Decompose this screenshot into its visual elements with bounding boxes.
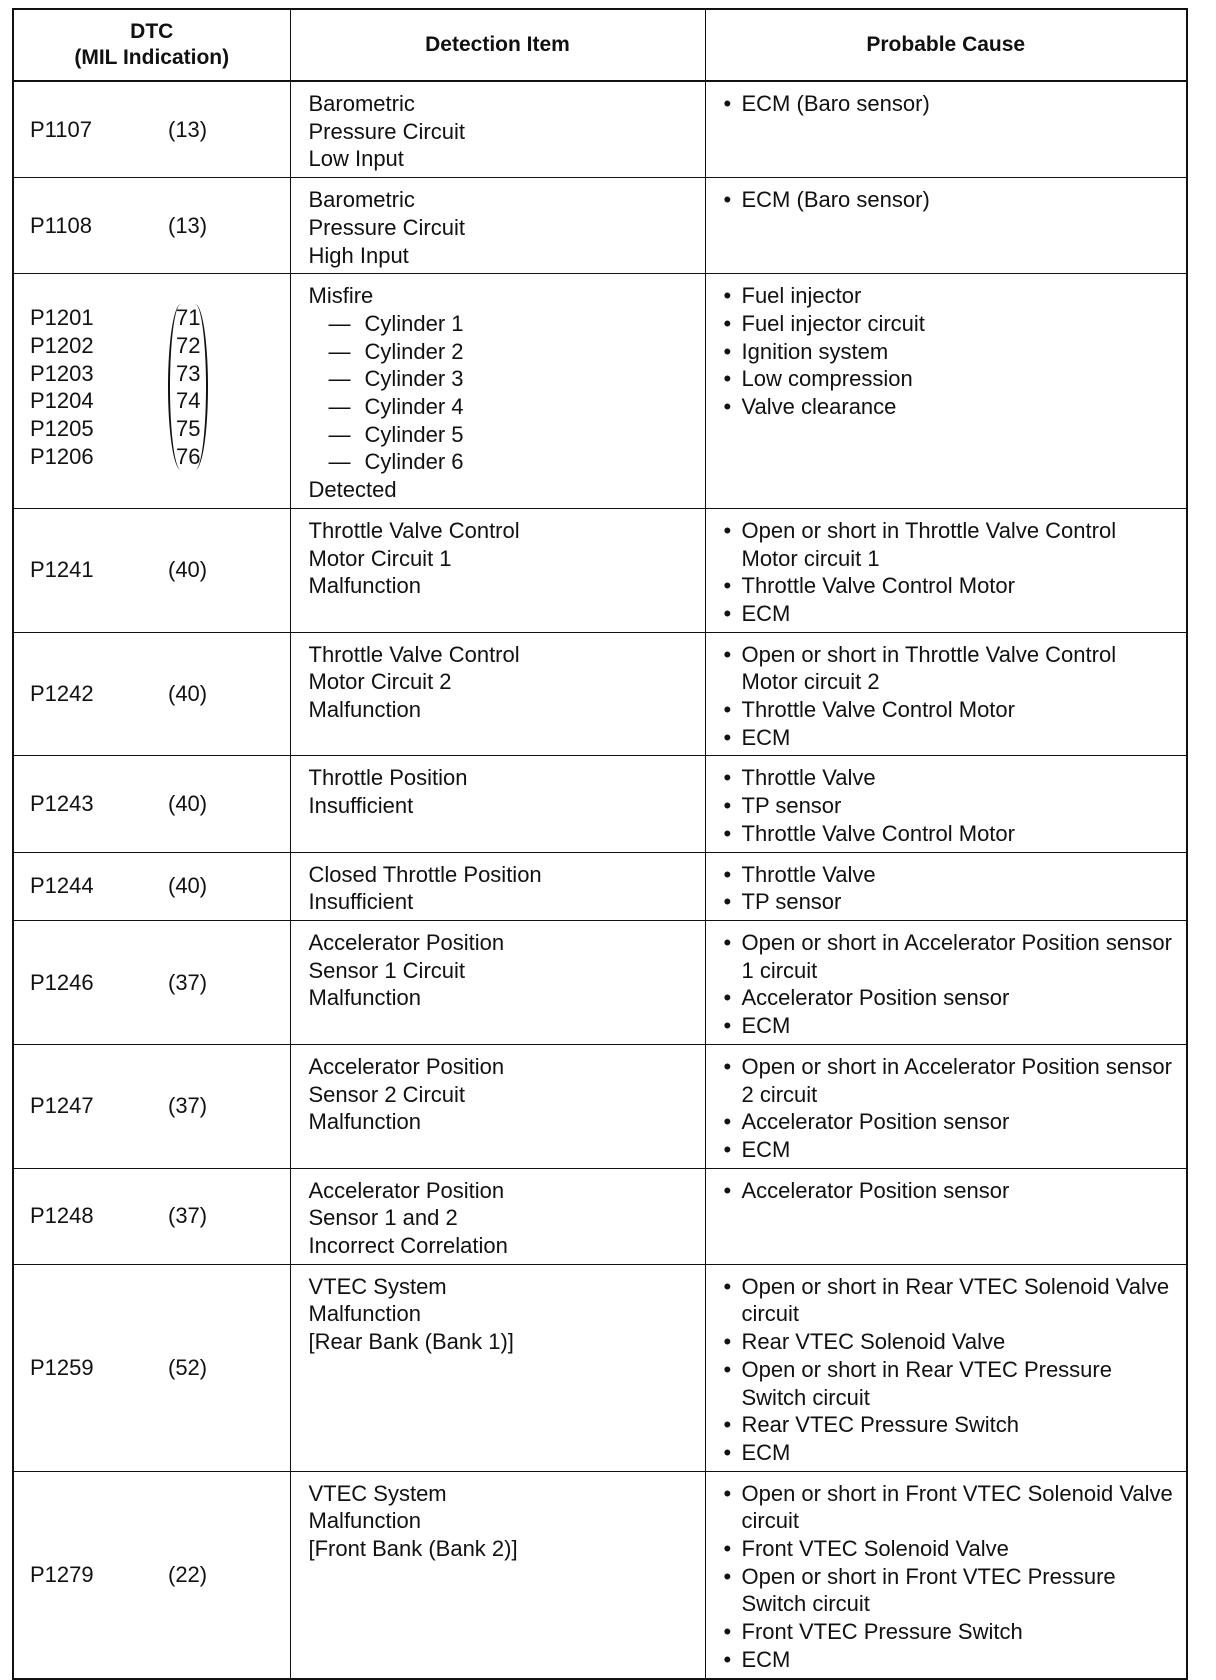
- dtc-code: P1248: [30, 1203, 94, 1229]
- mil-indication: (40): [168, 791, 208, 817]
- probable-cause-list: [706, 756, 1187, 851]
- detection-line: High Input: [308, 242, 409, 268]
- dtc-cell: [13, 1264, 290, 1471]
- detection-line: [309, 310, 695, 338]
- dtc-cell: [13, 81, 290, 178]
- cause-cell: [705, 1264, 1187, 1471]
- dtc-code-pair: [14, 212, 290, 240]
- probable-cause-item: • Accelerator Position sensor: [720, 984, 1179, 1012]
- mil-indication: 71: [176, 305, 201, 331]
- table-row: [13, 1044, 1187, 1168]
- misfire-code-list: [30, 304, 168, 470]
- probable-cause-item: • ECM: [720, 1012, 1179, 1040]
- probable-cause-item: • Front VTEC Solenoid Valve: [720, 1535, 1179, 1563]
- mil-indication: (40): [168, 557, 208, 583]
- probable-cause-item: • Ignition system: [720, 338, 1179, 366]
- detection-line: Malfunction: [308, 573, 422, 599]
- detection-line: Barometric: [308, 187, 415, 213]
- detection-line: Barometric: [308, 91, 415, 116]
- detection-line: Throttle Valve Control: [308, 517, 520, 543]
- cause-cell: [705, 81, 1187, 178]
- header-dtc-line2: (MIL Indication): [74, 46, 230, 69]
- probable-cause-item: • Open or short in Accelerator Position sensor 1 circuit: [720, 929, 1179, 984]
- mil-indication: (13): [168, 116, 208, 142]
- detection-item: [291, 1265, 705, 1360]
- table-row: [13, 756, 1187, 852]
- cause-cell: [705, 920, 1187, 1044]
- probable-cause-item: • Low compression: [720, 365, 1179, 393]
- dtc-code-pair: [14, 790, 290, 818]
- probable-cause-item: • Open or short in Rear VTEC Solenoid Valve circuit: [720, 1273, 1179, 1328]
- dtc-code-pair: [14, 680, 290, 708]
- detection-line: [309, 365, 695, 393]
- table-row: [13, 632, 1187, 756]
- detection-line: [309, 448, 695, 476]
- dtc-code-pair: [14, 556, 290, 584]
- detection-line: Closed Throttle Position: [308, 861, 542, 887]
- dtc-cell: [13, 178, 290, 274]
- detection-line: Malfunction: [308, 1301, 422, 1327]
- mil-indication: 75: [176, 416, 201, 442]
- dtc-code: P1203: [30, 360, 94, 386]
- detection-cell: [290, 756, 705, 852]
- header-row: [13, 9, 1187, 81]
- dtc-code: P1279: [30, 1561, 94, 1587]
- probable-cause-list: [706, 1265, 1187, 1471]
- probable-cause-item: • Throttle Valve: [720, 861, 1179, 889]
- dtc-cell: [13, 756, 290, 852]
- dtc-cell: [13, 632, 290, 756]
- dtc-code: P1202: [30, 332, 94, 358]
- table-row: [13, 274, 1187, 509]
- probable-cause-list: [706, 1045, 1187, 1168]
- mil-indication: (40): [168, 681, 208, 707]
- dtc-code-pair: [14, 116, 290, 144]
- dtc-code: P1259: [30, 1354, 94, 1380]
- header-dtc: [13, 9, 290, 81]
- detection-cell: [290, 632, 705, 756]
- probable-cause-item: • Throttle Valve Control Motor: [720, 572, 1179, 600]
- detection-cell: [290, 920, 705, 1044]
- cylinder-label: Cylinder 6: [364, 449, 464, 475]
- probable-cause-list: [706, 1472, 1187, 1678]
- detection-line: Malfunction: [308, 985, 422, 1011]
- dash-mark: —: [328, 394, 351, 420]
- dash-mark: —: [328, 338, 351, 364]
- probable-cause-item: • Valve clearance: [720, 393, 1179, 421]
- probable-cause-item: • Rear VTEC Pressure Switch: [720, 1411, 1179, 1439]
- dtc-code-pair: [14, 1202, 290, 1230]
- probable-cause-item: • ECM: [720, 724, 1179, 752]
- detection-line: Sensor 1 and 2: [308, 1205, 458, 1231]
- detection-line: VTEC System: [308, 1480, 447, 1506]
- dtc-code: P1201: [30, 305, 94, 331]
- probable-cause-item: • ECM (Baro sensor): [720, 186, 1179, 214]
- detection-item: [291, 1169, 705, 1264]
- detection-line: Accelerator Position: [308, 929, 505, 955]
- probable-cause-item: • Accelerator Position sensor: [720, 1177, 1179, 1205]
- dtc-cell: [13, 920, 290, 1044]
- dtc-cell: [13, 852, 290, 920]
- detection-cell: [290, 1044, 705, 1168]
- detection-line: [Rear Bank (Bank 1)]: [308, 1329, 514, 1355]
- detection-line: Malfunction: [308, 1508, 422, 1534]
- detection-item: [291, 633, 705, 728]
- table-row: [13, 508, 1187, 632]
- probable-cause-item: • Rear VTEC Solenoid Valve: [720, 1328, 1179, 1356]
- probable-cause-item: • TP sensor: [720, 792, 1179, 820]
- probable-cause-item: • ECM: [720, 1136, 1179, 1164]
- probable-cause-item: • ECM: [720, 1439, 1179, 1467]
- dtc-code: P1244: [30, 873, 94, 899]
- dtc-table-sheet: [12, 8, 1186, 1680]
- probable-cause-item: • Open or short in Front VTEC Pressure Switch circuit: [720, 1563, 1179, 1618]
- detection-cell: [290, 1168, 705, 1264]
- dtc-code: P1246: [30, 969, 94, 995]
- cylinder-label: Cylinder 2: [364, 338, 464, 364]
- probable-cause-item: • Open or short in Throttle Valve Control Motor circuit 1: [720, 517, 1179, 572]
- table-row: [13, 920, 1187, 1044]
- cause-cell: [705, 756, 1187, 852]
- dash-mark: —: [328, 421, 351, 447]
- dash-mark: —: [328, 310, 351, 336]
- detection-item: [291, 756, 705, 823]
- mil-indication: (52): [168, 1354, 208, 1380]
- dtc-code-pair: [14, 1354, 290, 1382]
- probable-cause-list: [706, 921, 1187, 1044]
- header-cause: Probable Cause: [705, 9, 1187, 81]
- mil-indication: (37): [168, 1093, 208, 1119]
- probable-cause-item: • ECM: [720, 1646, 1179, 1674]
- detection-cell: [290, 81, 705, 178]
- probable-cause-list: [706, 633, 1187, 756]
- dtc-code: P1204: [30, 388, 94, 414]
- table-row: [13, 1264, 1187, 1471]
- cause-cell: [705, 178, 1187, 274]
- cause-cell: [705, 1044, 1187, 1168]
- detection-line: Detected: [308, 477, 397, 503]
- dtc-code-pair: [14, 872, 290, 900]
- detection-line: Motor Circuit 2: [308, 669, 452, 695]
- detection-cell: [290, 508, 705, 632]
- probable-cause-list: [706, 274, 1187, 425]
- dtc-code: P1247: [30, 1093, 94, 1119]
- probable-cause-item: • ECM (Baro sensor): [720, 90, 1179, 118]
- dtc-cell: [13, 1044, 290, 1168]
- detection-item: [291, 178, 705, 273]
- detection-line: [Front Bank (Bank 2)]: [308, 1536, 518, 1562]
- cause-cell: [705, 274, 1187, 509]
- detection-line: [309, 421, 695, 449]
- detection-line: Throttle Position: [308, 765, 468, 791]
- detection-line: Low Input: [308, 146, 404, 172]
- detection-line: Sensor 2 Circuit: [308, 1081, 466, 1107]
- cause-cell: [705, 1168, 1187, 1264]
- probable-cause-list: [706, 1169, 1187, 1209]
- detection-cell: [290, 852, 705, 920]
- dtc-cell: [13, 1471, 290, 1678]
- detection-cell: [290, 178, 705, 274]
- detection-line: Sensor 1 Circuit: [308, 957, 466, 983]
- table-row: [13, 1471, 1187, 1678]
- table-row: [13, 81, 1187, 178]
- dash-mark: —: [328, 449, 351, 475]
- probable-cause-item: • Open or short in Accelerator Position sensor 2 circuit: [720, 1053, 1179, 1108]
- cause-cell: [705, 632, 1187, 756]
- detection-line: [309, 338, 695, 366]
- mil-indication: (22): [168, 1561, 208, 1587]
- detection-cell: [290, 274, 705, 509]
- detection-cell: [290, 1471, 705, 1678]
- probable-cause-item: • Open or short in Throttle Valve Control Motor circuit 2: [720, 641, 1179, 696]
- detection-line: Pressure Circuit: [308, 118, 465, 144]
- dash-mark: —: [328, 366, 351, 392]
- probable-cause-list: [706, 509, 1187, 632]
- detection-item: [291, 921, 705, 1016]
- detection-item: [291, 274, 705, 508]
- detection-line: Incorrect Correlation: [308, 1233, 508, 1259]
- mil-indication: (40): [168, 873, 208, 899]
- detection-line: VTEC System: [308, 1273, 447, 1299]
- detection-line: Pressure Circuit: [308, 214, 465, 240]
- cause-cell: [705, 508, 1187, 632]
- probable-cause-item: • Open or short in Front VTEC Solenoid Valve circuit: [720, 1480, 1179, 1535]
- table-row: [13, 1168, 1187, 1264]
- table-row: [13, 178, 1187, 274]
- detection-line: Malfunction: [308, 1109, 422, 1135]
- table-row: [13, 852, 1187, 920]
- probable-cause-list: [706, 82, 1187, 122]
- mil-indication: (13): [168, 212, 208, 238]
- probable-cause-item: • Open or short in Rear VTEC Pressure Switch circuit: [720, 1356, 1179, 1411]
- detection-cell: [290, 1264, 705, 1471]
- detection-line: Malfunction: [308, 697, 422, 723]
- probable-cause-item: • Throttle Valve: [720, 764, 1179, 792]
- probable-cause-item: • Throttle Valve Control Motor: [720, 820, 1179, 848]
- probable-cause-item: • ECM: [720, 600, 1179, 628]
- table-body: [13, 81, 1187, 1679]
- dtc-code: P1205: [30, 416, 94, 442]
- detection-line: Throttle Valve Control: [308, 641, 520, 667]
- detection-item: [291, 1045, 705, 1140]
- detection-item: [291, 82, 705, 177]
- dtc-code: P1206: [30, 443, 94, 469]
- dtc-cell: [13, 508, 290, 632]
- mil-indication: (37): [168, 969, 208, 995]
- mil-indication: 72: [176, 332, 201, 358]
- cylinder-label: Cylinder 3: [364, 366, 464, 392]
- detection-line: Accelerator Position: [308, 1053, 505, 1079]
- probable-cause-item: • Front VTEC Pressure Switch: [720, 1618, 1179, 1646]
- mil-indication: 74: [176, 388, 201, 414]
- probable-cause-item: • Fuel injector: [720, 282, 1179, 310]
- misfire-code-group: [14, 274, 290, 470]
- probable-cause-item: • Accelerator Position sensor: [720, 1108, 1179, 1136]
- detection-line: Accelerator Position: [308, 1177, 505, 1203]
- dtc-cell: [13, 274, 290, 509]
- cylinder-label: Cylinder 5: [364, 421, 464, 447]
- dtc-code: P1107: [30, 116, 92, 142]
- detection-item: [291, 1472, 705, 1567]
- dtc-code: P1241: [30, 557, 94, 583]
- detection-line: Insufficient: [308, 793, 414, 819]
- probable-cause-item: • TP sensor: [720, 888, 1179, 916]
- mil-indication: 76: [176, 443, 201, 469]
- cause-cell: [705, 1471, 1187, 1678]
- header-dtc-line1: DTC: [130, 20, 174, 43]
- probable-cause-item: • Fuel injector circuit: [720, 310, 1179, 338]
- detection-item: [291, 509, 705, 604]
- dtc-table: [12, 8, 1188, 1680]
- detection-line: Insufficient: [308, 889, 414, 915]
- header-detection: Detection Item: [290, 9, 705, 81]
- dtc-code: P1243: [30, 791, 94, 817]
- mil-bracket-group: [168, 304, 208, 470]
- cause-cell: [705, 852, 1187, 920]
- dtc-code: P1242: [30, 681, 94, 707]
- detection-line: Motor Circuit 1: [308, 545, 452, 571]
- detection-item: [291, 853, 705, 920]
- probable-cause-item: • Throttle Valve Control Motor: [720, 696, 1179, 724]
- probable-cause-list: [706, 853, 1187, 920]
- dtc-code-pair: [14, 1561, 290, 1589]
- dtc-code: P1108: [30, 212, 92, 238]
- cylinder-label: Cylinder 4: [364, 394, 464, 420]
- cylinder-label: Cylinder 1: [364, 310, 464, 336]
- mil-indication: (37): [168, 1203, 208, 1229]
- dtc-code-pair: [14, 969, 290, 997]
- mil-indication: 73: [176, 360, 201, 386]
- dtc-code-pair: [14, 1092, 290, 1120]
- detection-line: Misfire: [308, 283, 374, 309]
- dtc-cell: [13, 1168, 290, 1264]
- detection-line: [309, 393, 695, 421]
- probable-cause-list: [706, 178, 1187, 218]
